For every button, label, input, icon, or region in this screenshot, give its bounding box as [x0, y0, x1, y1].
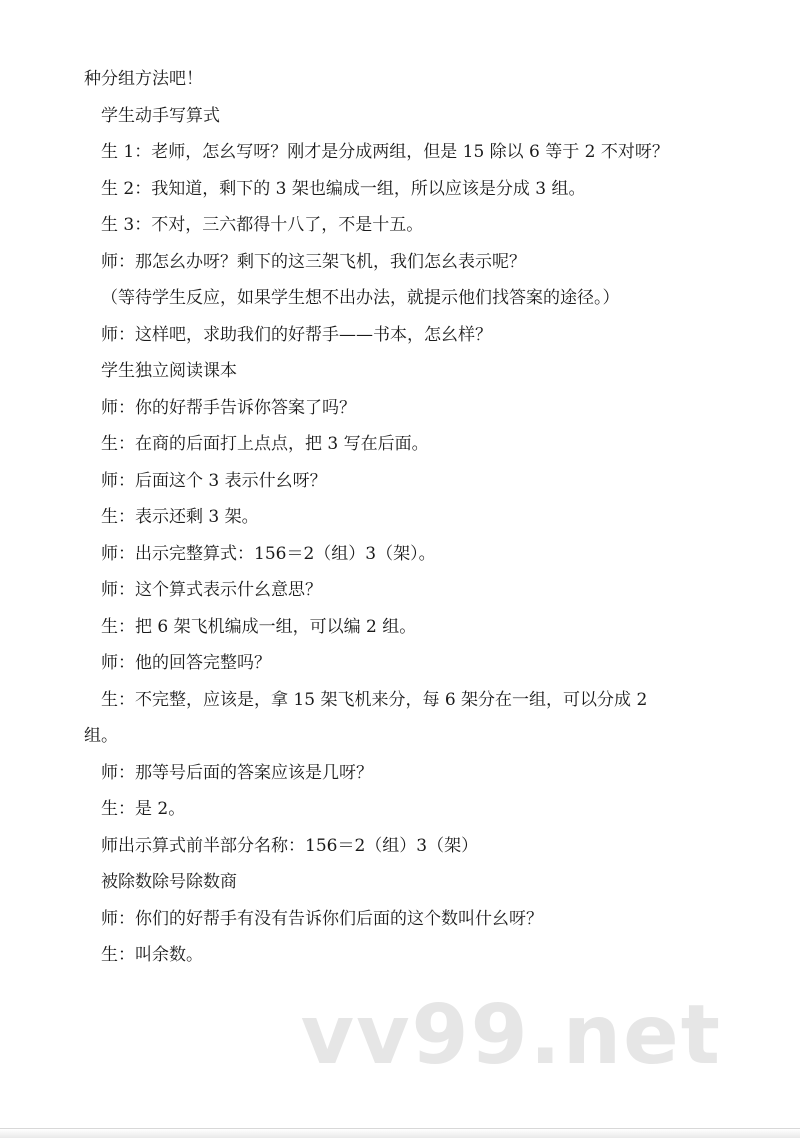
- paragraph: 生：是 2。: [101, 799, 186, 819]
- paragraph: 师出示算式前半部分名称：156＝2（组）3（架）: [101, 835, 479, 856]
- paragraph: 被除数除号除数商: [101, 872, 237, 892]
- paragraph: 师：出示完整算式：156＝2（组）3（架）。: [101, 543, 436, 564]
- paragraph: 组。: [84, 726, 118, 746]
- paragraph: 种分组方法吧！: [84, 69, 203, 89]
- paragraph: 师：他的回答完整吗？: [101, 653, 271, 673]
- paragraph: 师：那怎幺办呀？剩下的这三架飞机，我们怎幺表示呢？: [101, 251, 526, 272]
- paragraph: 师：这样吧，求助我们的好帮手——书本，怎幺样？: [101, 324, 492, 345]
- paragraph: 生 2：我知道，剩下的 3 架也编成一组，所以应该是分成 3 组。: [101, 178, 586, 199]
- paragraph: 生：表示还剩 3 架。: [101, 507, 259, 527]
- paragraph: 师：那等号后面的答案应该是几呀？: [101, 762, 373, 783]
- watermark-text: vv99.net: [300, 988, 722, 1083]
- paragraph: 生：把 6 架飞机编成一组，可以编 2 组。: [101, 616, 417, 637]
- paragraph: 学生动手写算式: [101, 105, 220, 126]
- paragraph: 生：不完整，应该是，拿 15 架飞机来分，每 6 架分在一组，可以分成 2: [101, 689, 648, 710]
- paragraph: （等待学生反应，如果学生想不出办法，就提示他们找答案的途径。）: [101, 288, 620, 308]
- paragraph: 生：叫余数。: [101, 945, 203, 965]
- document-body: [84, 61, 724, 974]
- paragraph: 学生独立阅读课本: [101, 361, 237, 381]
- paragraph: 师：你们的好帮手有没有告诉你们后面的这个数叫什幺呀？: [101, 908, 543, 929]
- paragraph: 生 1：老师，怎幺写呀？刚才是分成两组，但是 15 除以 6 等于 2 不对呀？: [101, 142, 669, 162]
- paragraph: 师：这个算式表示什幺意思？: [101, 580, 322, 600]
- paragraph: 师：你的好帮手告诉你答案了吗？: [101, 397, 356, 418]
- paragraph: 生：在商的后面打上点点，把 3 写在后面。: [101, 434, 429, 454]
- paragraph: 生 3：不对，三六都得十八了，不是十五。: [101, 215, 424, 235]
- paragraph: 师：后面这个 3 表示什幺呀？: [101, 470, 327, 491]
